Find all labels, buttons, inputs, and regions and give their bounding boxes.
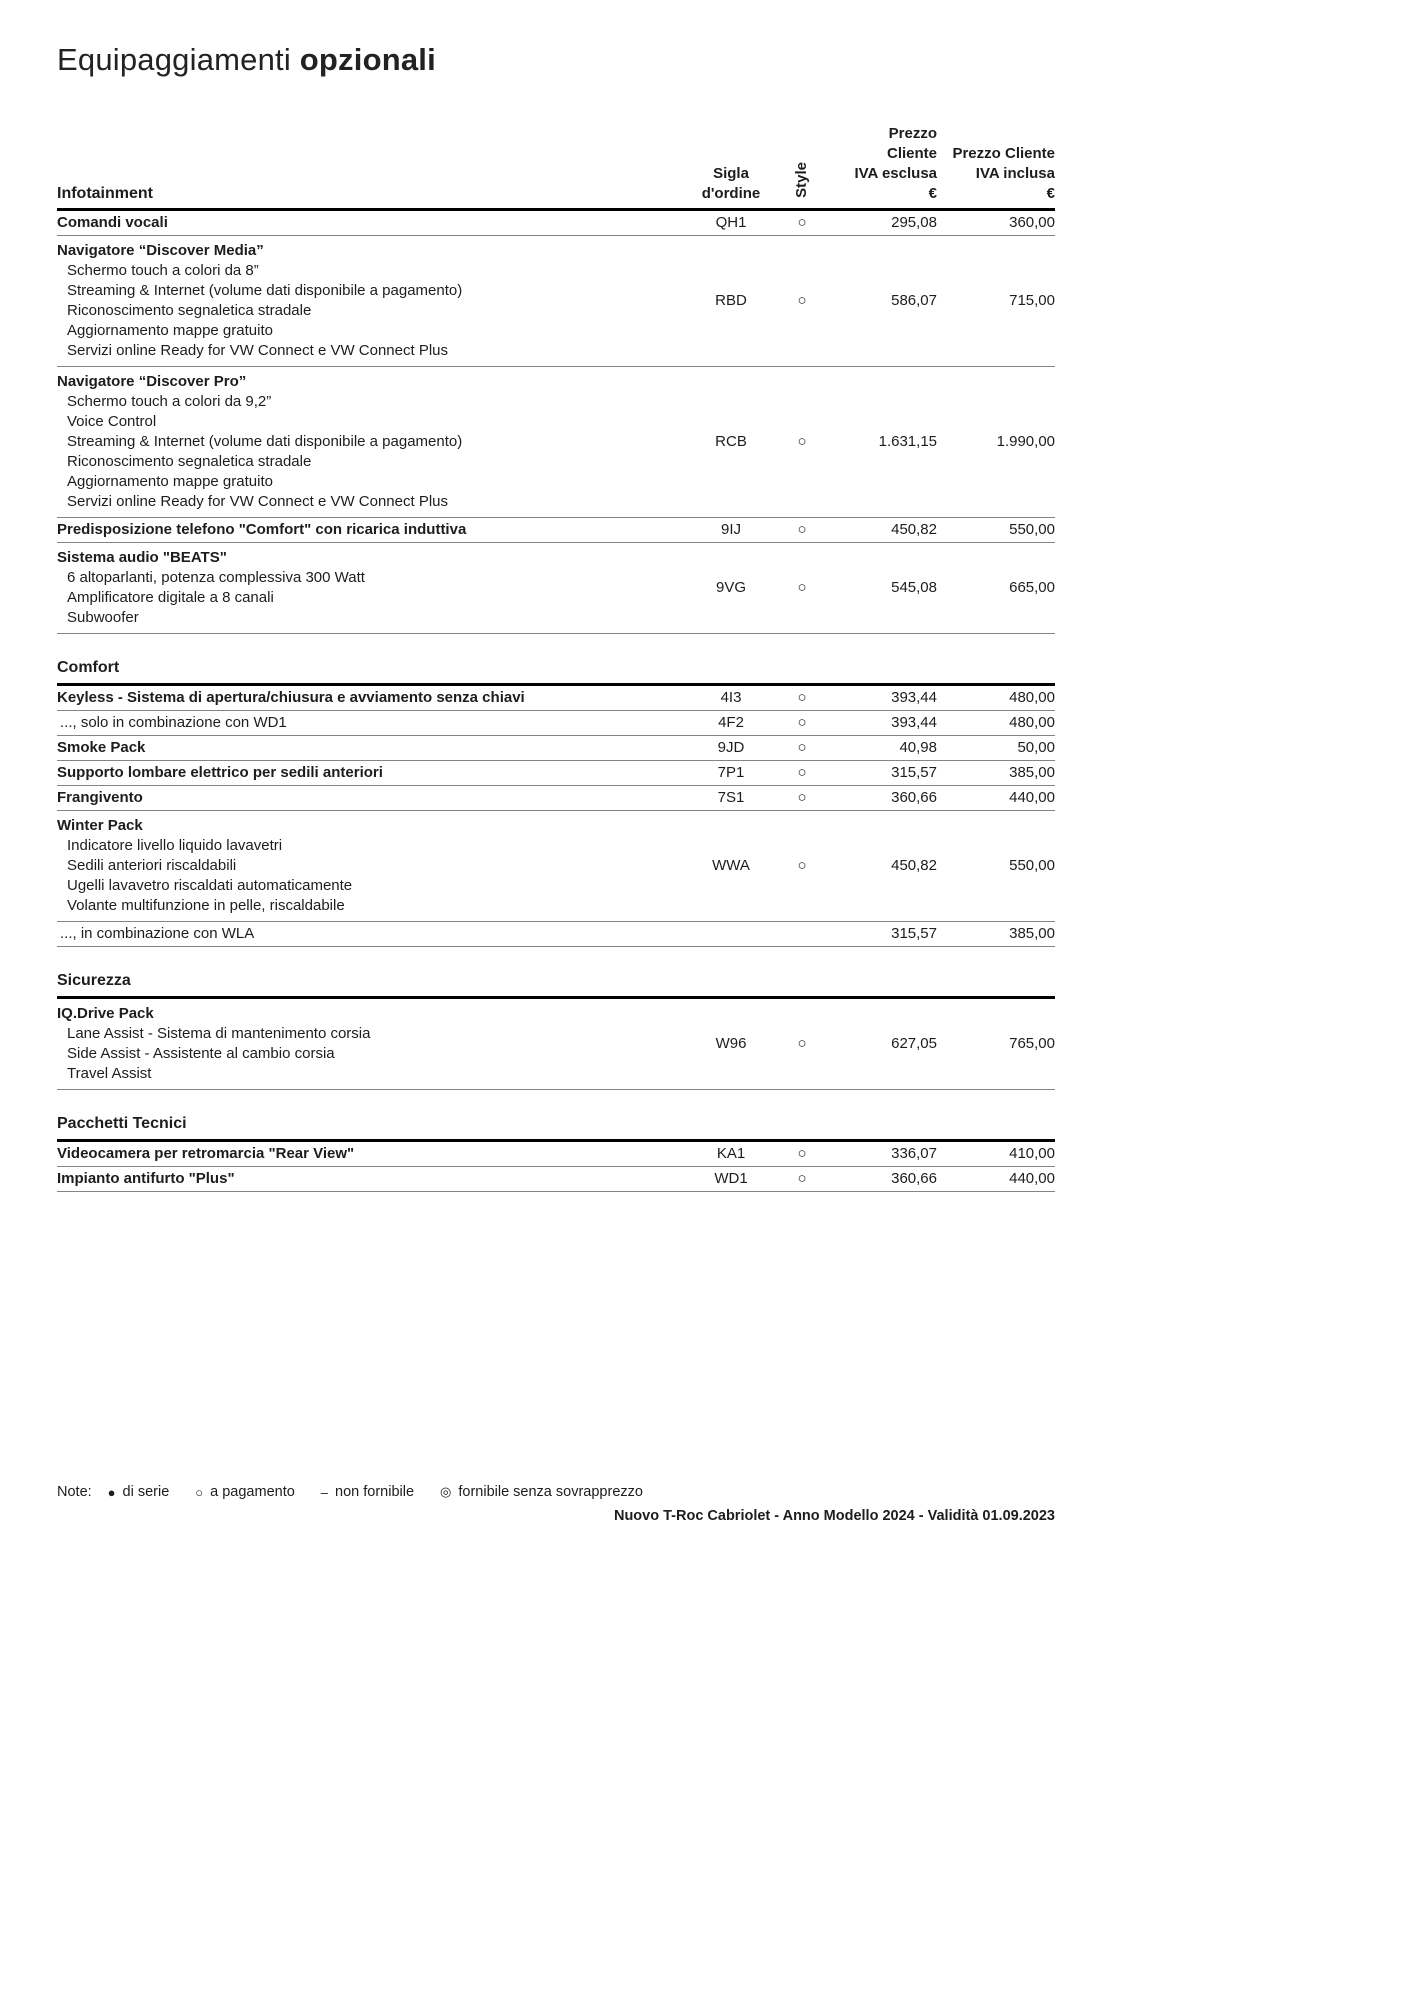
style-cell: [767, 578, 837, 598]
price-excl-vat: 450,82: [891, 521, 937, 538]
column-header-price-excl: [837, 124, 937, 204]
empty-circle-icon: ○: [195, 1484, 204, 1500]
legend-item-senza-sovrapprezzo: [440, 1484, 643, 1500]
column-header-sigla-line2: d'ordine: [701, 185, 761, 202]
row-keyless-con-wd1: [57, 711, 1055, 736]
row-comandi-vocali: [57, 211, 1055, 236]
price-excl-vat: 315,57: [891, 925, 937, 942]
order-code: 4I3: [720, 689, 742, 706]
row-smoke-pack: [57, 736, 1055, 761]
style-cell: [767, 520, 837, 540]
price-excl-vat: 315,57: [891, 764, 937, 781]
legend-item-a-pagamento: [195, 1484, 295, 1500]
row-iq-drive-pack: [57, 999, 1055, 1090]
option-detail: Aggiornamento mappe gratuito: [67, 473, 273, 490]
style-cell: [767, 856, 837, 876]
option-description: [57, 548, 695, 628]
option-description: [57, 713, 695, 733]
style-cell: [767, 713, 837, 733]
column-header-sigla-line1: Sigla: [713, 165, 749, 182]
option-detail: Servizi online Ready for VW Connect e VW Connect Plus: [67, 342, 448, 359]
availability-circle-icon: ○: [797, 433, 807, 450]
option-description: [57, 738, 695, 758]
page-title-regular: Equipaggiamenti: [57, 42, 291, 77]
style-cell: [767, 1169, 837, 1189]
price-excl-vat: 40,98: [899, 739, 937, 756]
option-description: [57, 763, 695, 783]
style-cell: [767, 1034, 837, 1054]
order-code: 7S1: [717, 789, 745, 806]
option-title: Winter Pack: [57, 817, 143, 834]
order-code: RBD: [715, 292, 747, 309]
row-navigatore-discover-media: [57, 236, 1055, 367]
availability-circle-icon: ○: [797, 1035, 807, 1052]
style-cell: [767, 788, 837, 808]
option-title: Frangivento: [57, 789, 143, 806]
price-excl-vat: 360,66: [891, 1170, 937, 1187]
option-title: Supporto lombare elettrico per sedili anteriori: [57, 764, 383, 781]
legend-note-label: Note:: [57, 1484, 92, 1500]
column-header-sigla: [695, 164, 767, 204]
option-detail: Streaming & Internet (volume dati disponibile a pagamento): [67, 433, 463, 450]
price-excl-vat: 360,66: [891, 789, 937, 806]
price-incl-vat: 715,00: [1009, 292, 1055, 309]
availability-circle-icon: ○: [797, 292, 807, 309]
page-content: [57, 42, 1055, 1192]
option-title: Smoke Pack: [57, 739, 146, 756]
legend: [57, 1484, 669, 1500]
column-header-style: [767, 162, 837, 204]
section-header-comfort: Comfort: [57, 658, 1055, 686]
price-incl-vat: 1.990,00: [996, 433, 1055, 450]
option-detail: Riconoscimento segnaletica stradale: [67, 453, 312, 470]
price-excl-vat: 295,08: [891, 214, 937, 231]
price-incl-vat: 480,00: [1009, 714, 1055, 731]
availability-circle-icon: ○: [797, 214, 807, 231]
legend-item-label: fornibile senza sovrapprezzo: [458, 1484, 643, 1500]
option-description: [57, 688, 695, 708]
column-header-style-label: Style: [793, 162, 810, 198]
availability-circle-icon: ○: [797, 579, 807, 596]
style-cell: [767, 213, 837, 233]
option-detail: 6 altoparlanti, potenza complessiva 300 Watt: [67, 569, 365, 586]
option-title: Predisposizione telefono "Comfort" con ricarica induttiva: [57, 521, 467, 538]
bullseye-circle-icon: ◎: [440, 1484, 452, 1499]
option-description: [57, 213, 695, 233]
row-videocamera-rear-view: [57, 1142, 1055, 1167]
page-title: [57, 42, 1055, 78]
option-title: Keyless - Sistema di apertura/chiusura e avviamento senza chiavi: [57, 689, 525, 706]
price-incl-vat: 665,00: [1009, 579, 1055, 596]
order-code: WD1: [714, 1170, 748, 1187]
legend-item-label: di serie: [122, 1484, 170, 1500]
option-detail: Servizi online Ready for VW Connect e VW Connect Plus: [67, 493, 448, 510]
availability-circle-icon: ○: [797, 739, 807, 756]
option-title: Impianto antifurto "Plus": [57, 1170, 235, 1187]
price-excl-vat: 545,08: [891, 579, 937, 596]
price-incl-vat: 550,00: [1009, 857, 1055, 874]
availability-circle-icon: ○: [797, 714, 807, 731]
price-incl-vat: 550,00: [1009, 521, 1055, 538]
price-excl-header-euro: €: [928, 185, 937, 202]
option-detail: Lane Assist - Sistema di mantenimento corsia: [67, 1025, 371, 1042]
option-description: [57, 520, 695, 540]
row-predisposizione-telefono-comfort: [57, 518, 1055, 543]
row-navigatore-discover-pro: [57, 367, 1055, 518]
availability-circle-icon: ○: [797, 689, 807, 706]
option-description: [57, 816, 695, 916]
order-code: 9VG: [715, 579, 746, 596]
option-title: Navigatore “Discover Media”: [57, 242, 264, 259]
legend-item-di-serie: [108, 1484, 170, 1500]
option-description: [57, 241, 695, 361]
option-detail: Side Assist - Assistente al cambio corsia: [67, 1045, 335, 1062]
row-impianto-antifurto-plus: [57, 1167, 1055, 1192]
price-incl-vat: 360,00: [1009, 214, 1055, 231]
row-sistema-audio-beats: [57, 543, 1055, 634]
option-title: Navigatore “Discover Pro”: [57, 373, 247, 390]
price-incl-vat: 385,00: [1009, 764, 1055, 781]
order-code: QH1: [715, 214, 747, 231]
row-winter-pack-con-wla: [57, 922, 1055, 947]
option-detail: Ugelli lavavetro riscaldati automaticamente: [67, 877, 353, 894]
price-incl-vat: 50,00: [1017, 739, 1055, 756]
style-cell: [767, 1144, 837, 1164]
option-description: [57, 1144, 695, 1164]
option-detail: Streaming & Internet (volume dati disponibile a pagamento): [67, 282, 463, 299]
price-excl-vat: 586,07: [891, 292, 937, 309]
price-incl-vat: 410,00: [1009, 1145, 1055, 1162]
price-incl-vat: 440,00: [1009, 789, 1055, 806]
option-title: Videocamera per retromarcia "Rear View": [57, 1145, 355, 1162]
legend-item-label: non fornibile: [335, 1484, 415, 1500]
option-detail: Indicatore livello liquido lavavetri: [67, 837, 283, 854]
price-excl-vat: 393,44: [891, 714, 937, 731]
legend-item-non-fornibile: [321, 1484, 414, 1500]
row-winter-pack: [57, 811, 1055, 922]
option-description: [57, 924, 695, 944]
option-detail: Schermo touch a colori da 9,2”: [67, 393, 272, 410]
row-supporto-lombare: [57, 761, 1055, 786]
option-title: IQ.Drive Pack: [57, 1005, 154, 1022]
document-info: Nuovo T-Roc Cabriolet - Anno Modello 2024 - Validità 01.09.2023: [613, 1508, 1055, 1524]
option-detail: Volante multifunzione in pelle, riscaldabile: [67, 897, 345, 914]
price-incl-header-line1: Prezzo Cliente: [952, 145, 1055, 162]
table-header-row: [57, 124, 1055, 211]
order-code: W96: [715, 1035, 747, 1052]
price-excl-vat: 336,07: [891, 1145, 937, 1162]
order-code: 4F2: [718, 714, 744, 731]
option-description: [57, 788, 695, 808]
option-title: Sistema audio "BEATS": [57, 549, 227, 566]
section-header-infotainment: [57, 184, 695, 204]
price-incl-vat: 385,00: [1009, 925, 1055, 942]
price-excl-vat: 450,82: [891, 857, 937, 874]
page-title-bold: opzionali: [299, 42, 436, 77]
option-detail: Aggiornamento mappe gratuito: [67, 322, 273, 339]
legend-item-label: a pagamento: [210, 1484, 295, 1500]
price-incl-vat: 765,00: [1009, 1035, 1055, 1052]
option-title: ..., in combinazione con WLA: [60, 925, 255, 942]
order-code: 9IJ: [720, 521, 741, 538]
option-description: [57, 1004, 695, 1084]
row-keyless: [57, 686, 1055, 711]
option-detail: Schermo touch a colori da 8”: [67, 262, 259, 279]
order-code: 7P1: [717, 764, 745, 781]
section-header-sicurezza: Sicurezza: [57, 971, 1055, 999]
option-detail: Amplificatore digitale a 8 canali: [67, 589, 274, 606]
price-incl-header-line2: IVA inclusa: [975, 165, 1055, 182]
price-excl-vat: 1.631,15: [878, 433, 937, 450]
availability-circle-icon: ○: [797, 857, 807, 874]
option-detail: Sedili anteriori riscaldabili: [67, 857, 237, 874]
option-title: ..., solo in combinazione con WD1: [60, 714, 287, 731]
availability-circle-icon: ○: [797, 764, 807, 781]
price-excl-header-line2: IVA esclusa: [854, 165, 937, 182]
style-cell: [767, 763, 837, 783]
dash-icon: –: [320, 1484, 329, 1500]
row-frangivento: [57, 786, 1055, 811]
option-description: [57, 372, 695, 512]
options-table: [57, 124, 1055, 1192]
section-label-infotainment: Infotainment: [57, 185, 153, 202]
filled-circle-icon: ●: [107, 1484, 116, 1500]
style-cell: [767, 291, 837, 311]
price-incl-vat: 480,00: [1009, 689, 1055, 706]
price-excl-header-line1: Prezzo Cliente: [886, 125, 937, 162]
price-incl-vat: 440,00: [1009, 1170, 1055, 1187]
availability-circle-icon: ○: [797, 1170, 807, 1187]
price-excl-vat: 393,44: [891, 689, 937, 706]
option-detail: Travel Assist: [67, 1065, 152, 1082]
column-header-price-incl: [937, 144, 1055, 204]
section-header-pacchetti-tecnici: Pacchetti Tecnici: [57, 1114, 1055, 1142]
option-detail: Voice Control: [67, 413, 157, 430]
availability-circle-icon: ○: [797, 521, 807, 538]
order-code: RCB: [715, 433, 747, 450]
order-code: WWA: [712, 857, 750, 874]
price-incl-header-euro: €: [1046, 185, 1055, 202]
option-description: [57, 1169, 695, 1189]
option-detail: Subwoofer: [67, 609, 139, 626]
option-title: Comandi vocali: [57, 214, 168, 231]
price-excl-vat: 627,05: [891, 1035, 937, 1052]
style-cell: [767, 688, 837, 708]
style-cell: [767, 738, 837, 758]
style-cell: [767, 432, 837, 452]
option-detail: Riconoscimento segnaletica stradale: [67, 302, 312, 319]
availability-circle-icon: ○: [797, 1145, 807, 1162]
order-code: KA1: [716, 1145, 746, 1162]
order-code: 9JD: [717, 739, 745, 756]
availability-circle-icon: ○: [797, 789, 807, 806]
